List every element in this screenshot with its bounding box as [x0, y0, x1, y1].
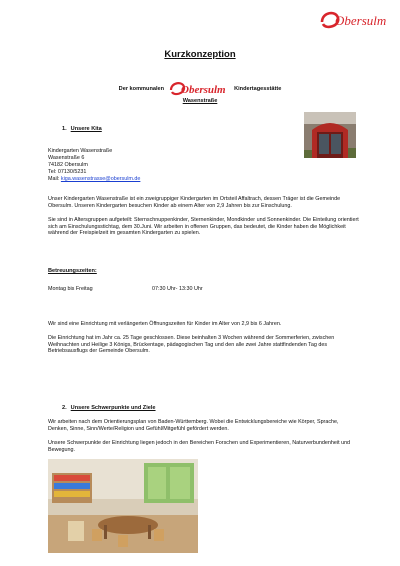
obersulm-inline-logo — [168, 80, 230, 98]
section2-title: Unsere Schwerpunkte und Ziele — [70, 405, 156, 411]
section1-paragraph: Die Einrichtung hat im Jahr ca. 25 Tage geschlossen. Diese beinhalten 3 Wochen während der Sommerferien, zwischen Weihnachten und Heilige 3 Königs, Brückentage, pädagogischen Tag und den alle zwei Jahre stattfindenden Tag des Betriebsausflugs der Gemeinde Obersulm. — [48, 335, 335, 355]
section2-heading — [62, 405, 156, 411]
address-line: Tel: 07130/5231 — [48, 168, 87, 175]
svg-text:Obersulm: Obersulm — [335, 13, 387, 28]
hours-day: Montag bis Freitag — [48, 286, 93, 292]
address-line: Kindergarten Wasenstraße — [48, 148, 113, 154]
section1-heading — [62, 126, 102, 132]
street-heading: Wasenstraße — [182, 98, 218, 104]
subtitle-suffix: Kindertagesstätte — [234, 86, 282, 92]
section2-paragraph: Wir arbeiten nach dem Orientierungsplan von Baden-Württemberg. Wobei die Entwicklungsbereiche wie Körper, Sprache, Denken, Sinne, Sinn/Werte/Religion und Gefühl/Mitgefühl gefördert werden. — [48, 419, 339, 432]
mail-label: Mail: — [48, 175, 60, 182]
subtitle — [0, 80, 400, 98]
section2-paragraph: Unsere Schwerpunkte der Einrichtung liegen jedoch in den Bereichen Forschen und Experimentieren, Naturverbundenheit und Bewegung. — [48, 440, 351, 453]
classroom-photo — [48, 459, 198, 553]
section1-paragraph: Sie sind in Altersgruppen aufgeteilt: Sternschnuppenkinder, Sternenkinder, Mondkinder und Sonnenkinder. Die Einteilung orientiert sich am Einschulungsstichtag, dem 30.Juni. Wir arbeiten in offenen Gruppen, das bedeutet, die Kinder haben die Möglichkeit während der Freispielzeit im gesamten Kindergarten zu spielen. — [48, 217, 359, 237]
mail-link[interactable]: kiga.wasenstrasse@obersulm.de — [60, 175, 141, 182]
svg-text:Obersulm: Obersulm — [181, 84, 226, 96]
kita-address — [48, 148, 140, 183]
mail-line — [48, 176, 140, 183]
kita-entrance-photo — [304, 112, 356, 158]
subtitle-prefix: Der kommunalen — [118, 86, 165, 92]
obersulm-logo — [318, 8, 392, 32]
section1-paragraph: Wir sind eine Einrichtung mit verlängerten Öffnungszeiten für Kinder im Alter von 2,9 bis 6 Jahren. — [48, 321, 282, 327]
page-title: Kurzkonzeption — [164, 49, 236, 60]
section1-title: Unsere Kita — [70, 126, 102, 132]
address-line: Wasenstraße 6 — [48, 154, 85, 161]
section1-number: 1. — [62, 126, 67, 132]
section1-paragraph: Unser Kindergarten Wasenstraße ist ein zweigruppiger Kindergarten im Ortsteil Affaltrach, dessen Träger ist die Gemeinde Obersulm. Unseren Kindergarten besuchen Kinder ab einem Alter von 2,9 Jahren bis zur Einschulung. — [48, 196, 341, 209]
betreuung-heading: Betreuungszeiten: — [48, 268, 97, 274]
hours-time: 07:30 Uhr- 13:30 Uhr — [152, 286, 203, 292]
section2-number: 2. — [62, 405, 67, 411]
address-line: 74182 Obersulm — [48, 161, 88, 168]
